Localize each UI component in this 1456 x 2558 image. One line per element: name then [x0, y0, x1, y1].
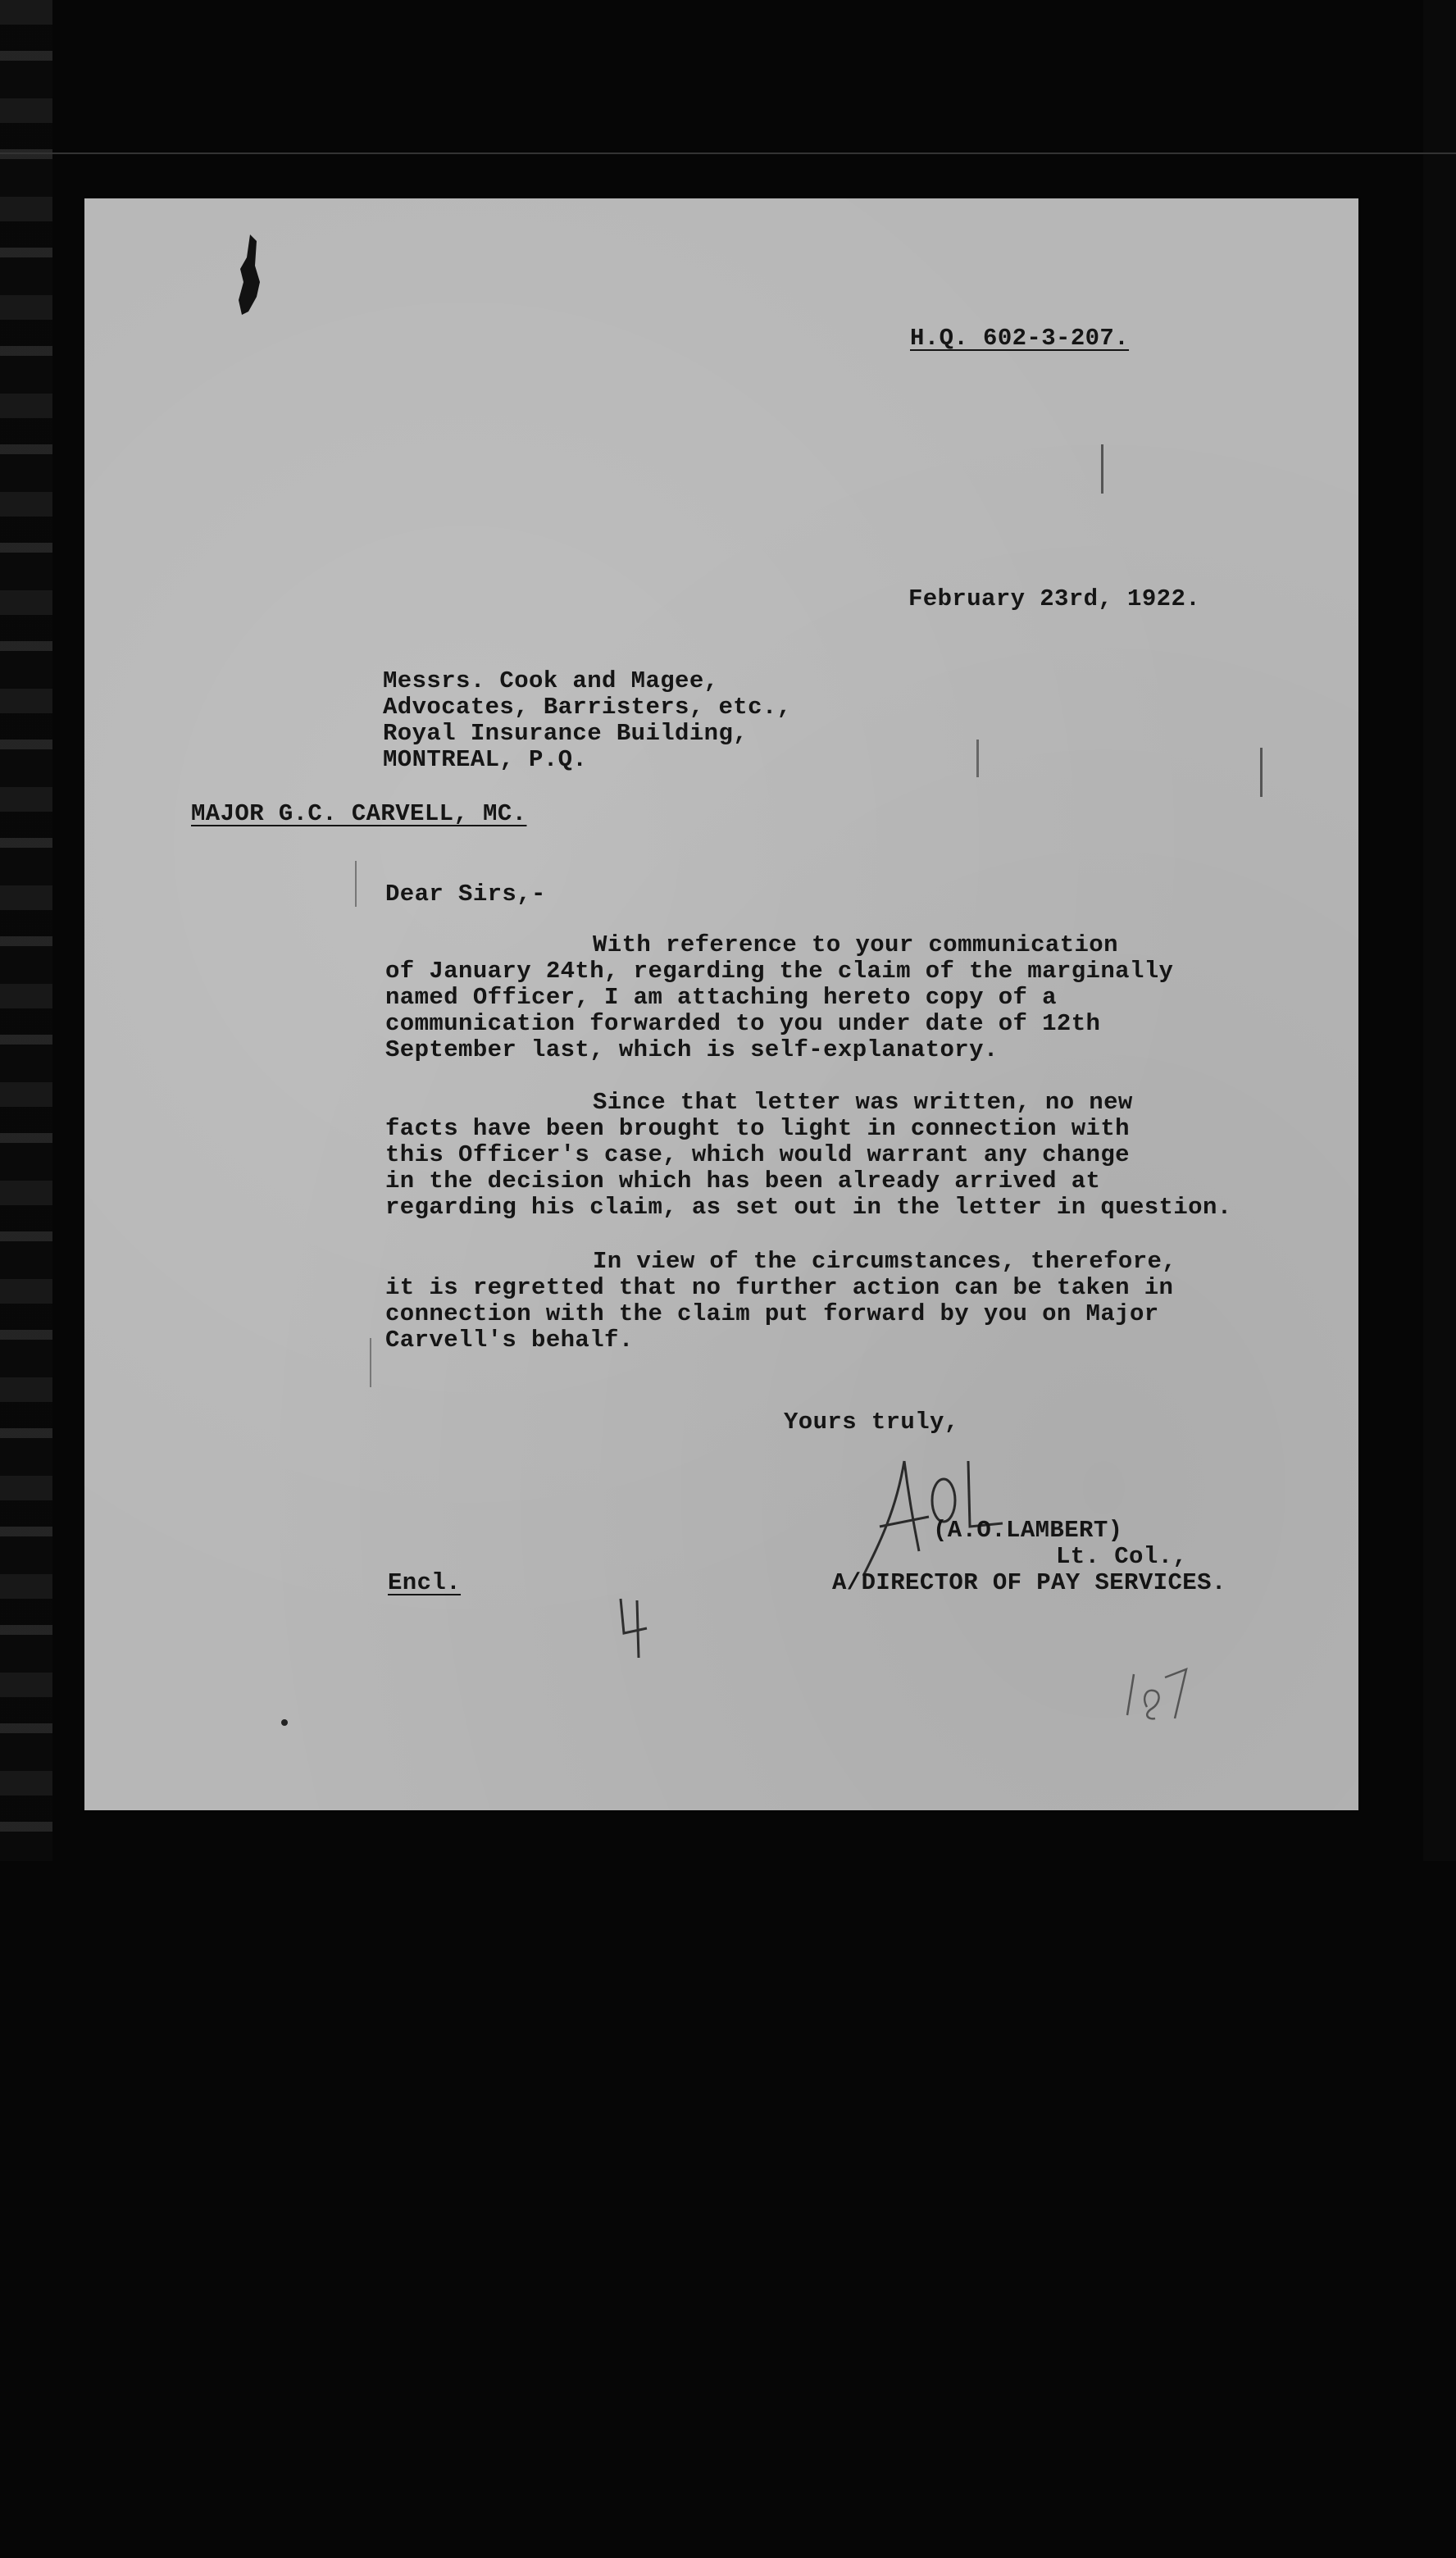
body-line: In view of the circumstances, therefore,: [593, 1248, 1177, 1275]
body-line: connection with the claim put forward by you on Major: [385, 1300, 1159, 1327]
body-line: communication forwarded to you under date of 12th: [385, 1010, 1101, 1037]
film-edge-left: [0, 0, 52, 1861]
handwritten-mark: [609, 1592, 658, 1666]
letter-date: February 23rd, 1922.: [908, 585, 1201, 612]
body-line: With reference to your communication: [593, 931, 1118, 958]
salutation: Dear Sirs,-: [385, 881, 546, 908]
body-line: Carvell's behalf.: [385, 1327, 634, 1354]
file-reference: H.Q. 602-3-207.: [910, 325, 1130, 352]
dust-speck: [1260, 748, 1263, 797]
dust-speck: [1101, 444, 1103, 494]
dust-speck: [355, 861, 357, 907]
body-line: Since that letter was written, no new: [593, 1089, 1133, 1116]
addressee-line-3: Royal Insurance Building,: [383, 720, 748, 747]
body-line: named Officer, I am attaching hereto copy of a: [385, 984, 1057, 1011]
signatory-rank: Lt. Col.,: [1056, 1543, 1188, 1570]
addressee-line-4: MONTREAL, P.Q.: [383, 746, 588, 773]
addressee-line-2: Advocates, Barristers, etc.,: [383, 694, 792, 721]
dust-speck: [370, 1338, 371, 1387]
body-line: in the decision which has been already arrived at: [385, 1167, 1101, 1195]
film-edge-right: [1423, 0, 1456, 1861]
film-scratch-line: [0, 152, 1456, 154]
handwritten-page-number: [1117, 1650, 1199, 1723]
addressee-line-1: Messrs. Cook and Magee,: [383, 667, 719, 694]
signatory-title: A/DIRECTOR OF PAY SERVICES.: [832, 1569, 1226, 1596]
body-line: regarding his claim, as set out in the letter in question.: [385, 1194, 1232, 1221]
letter-page: [84, 198, 1358, 1810]
ink-blot-mark: [232, 233, 265, 339]
body-line: this Officer's case, which would warrant any change: [385, 1141, 1130, 1168]
body-line: of January 24th, regarding the claim of the marginally: [385, 958, 1174, 985]
body-line: facts have been brought to light in connection with: [385, 1115, 1130, 1142]
enclosure-note: Encl.: [388, 1569, 462, 1596]
marginal-officer-name: MAJOR G.C. CARVELL, MC.: [191, 800, 527, 827]
dust-speck: [976, 740, 979, 777]
closing: Yours truly,: [784, 1409, 959, 1436]
body-line: it is regretted that no further action can be taken in: [385, 1274, 1174, 1301]
signatory-name: (A.O.LAMBERT): [933, 1517, 1123, 1544]
body-line: September last, which is self-explanatory.: [385, 1036, 999, 1063]
dust-speck: [281, 1719, 288, 1726]
